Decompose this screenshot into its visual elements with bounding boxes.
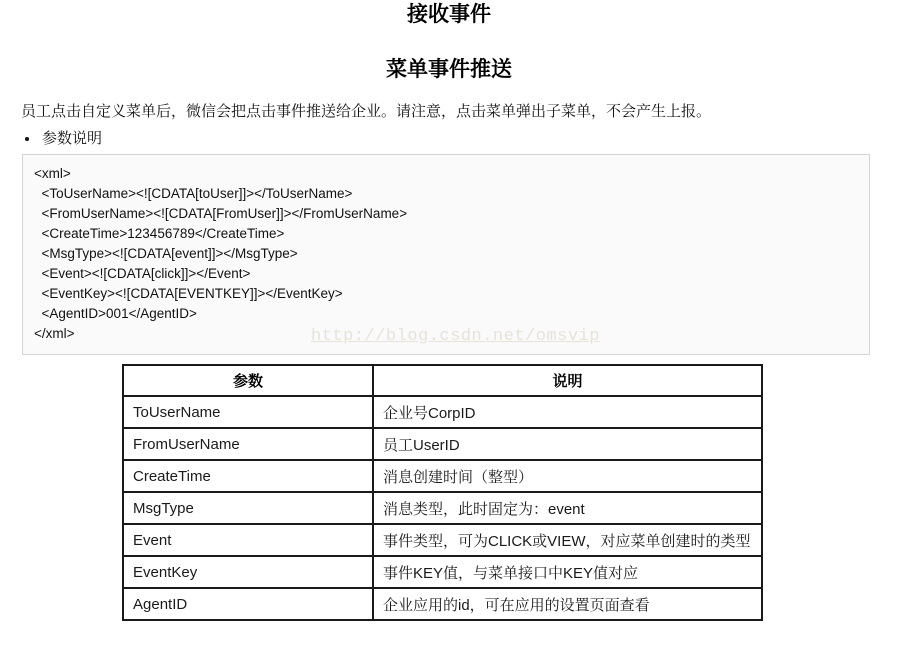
code-line: <Event><![CDATA[click]]></Event> — [34, 266, 251, 281]
code-line: <ToUserName><![CDATA[toUser]]></ToUserName> — [34, 186, 353, 201]
table-row — [123, 588, 762, 620]
param-name-cell: Event — [123, 524, 373, 556]
table-row — [123, 556, 762, 588]
table-row — [123, 396, 762, 428]
bullet-list-item — [21, 130, 898, 148]
table-row — [123, 428, 762, 460]
page-title: 接收事件 — [407, 3, 491, 26]
param-name-cell: MsgType — [123, 492, 373, 524]
code-line: <AgentID>001</AgentID> — [34, 306, 197, 321]
table-header-row — [123, 365, 762, 396]
bullet-label: 参数说明 — [42, 130, 103, 147]
param-name-cell: EventKey — [123, 556, 373, 588]
param-desc-cell: 事件类型，可为CLICK或VIEW，对应菜单创建时的类型 — [373, 524, 762, 556]
xml-code-block — [22, 154, 870, 355]
intro-paragraph: 员工点击自定义菜单后，微信会把点击事件推送给企业。请注意，点击菜单弹出子菜单，不会产生上报。 — [21, 103, 712, 120]
table-row — [123, 492, 762, 524]
param-name-cell: ToUserName — [123, 396, 373, 428]
code-line: <MsgType><![CDATA[event]]></MsgType> — [34, 246, 298, 261]
header-cell-desc: 说明 — [373, 365, 762, 396]
code-line: </xml> — [34, 326, 75, 341]
code-line: <xml> — [34, 166, 71, 181]
parameters-table — [122, 364, 763, 621]
param-desc-cell: 消息创建时间（整型） — [373, 460, 762, 492]
param-desc-cell: 企业号CorpID — [373, 396, 762, 428]
param-name-cell: AgentID — [123, 588, 373, 620]
code-line: <CreateTime>123456789</CreateTime> — [34, 226, 285, 241]
param-name-cell: FromUserName — [123, 428, 373, 460]
bullet-dot-icon — [25, 137, 29, 141]
header-cell-param: 参数 — [123, 365, 373, 396]
param-desc-cell: 消息类型，此时固定为：event — [373, 492, 762, 524]
param-desc-cell: 事件KEY值，与菜单接口中KEY值对应 — [373, 556, 762, 588]
code-line: <FromUserName><![CDATA[FromUser]]></FromUserName> — [34, 206, 408, 221]
param-desc-cell: 企业应用的id，可在应用的设置页面查看 — [373, 588, 762, 620]
table-row — [123, 524, 762, 556]
document-page — [0, 3, 898, 663]
section-subtitle: 菜单事件推送 — [386, 58, 512, 81]
csdn-watermark: http://blog.csdn.net/omsvip — [311, 327, 600, 346]
table-row — [123, 460, 762, 492]
code-line: <EventKey><![CDATA[EVENTKEY]]></EventKey> — [34, 286, 343, 301]
param-name-cell: CreateTime — [123, 460, 373, 492]
param-desc-cell: 员工UserID — [373, 428, 762, 460]
